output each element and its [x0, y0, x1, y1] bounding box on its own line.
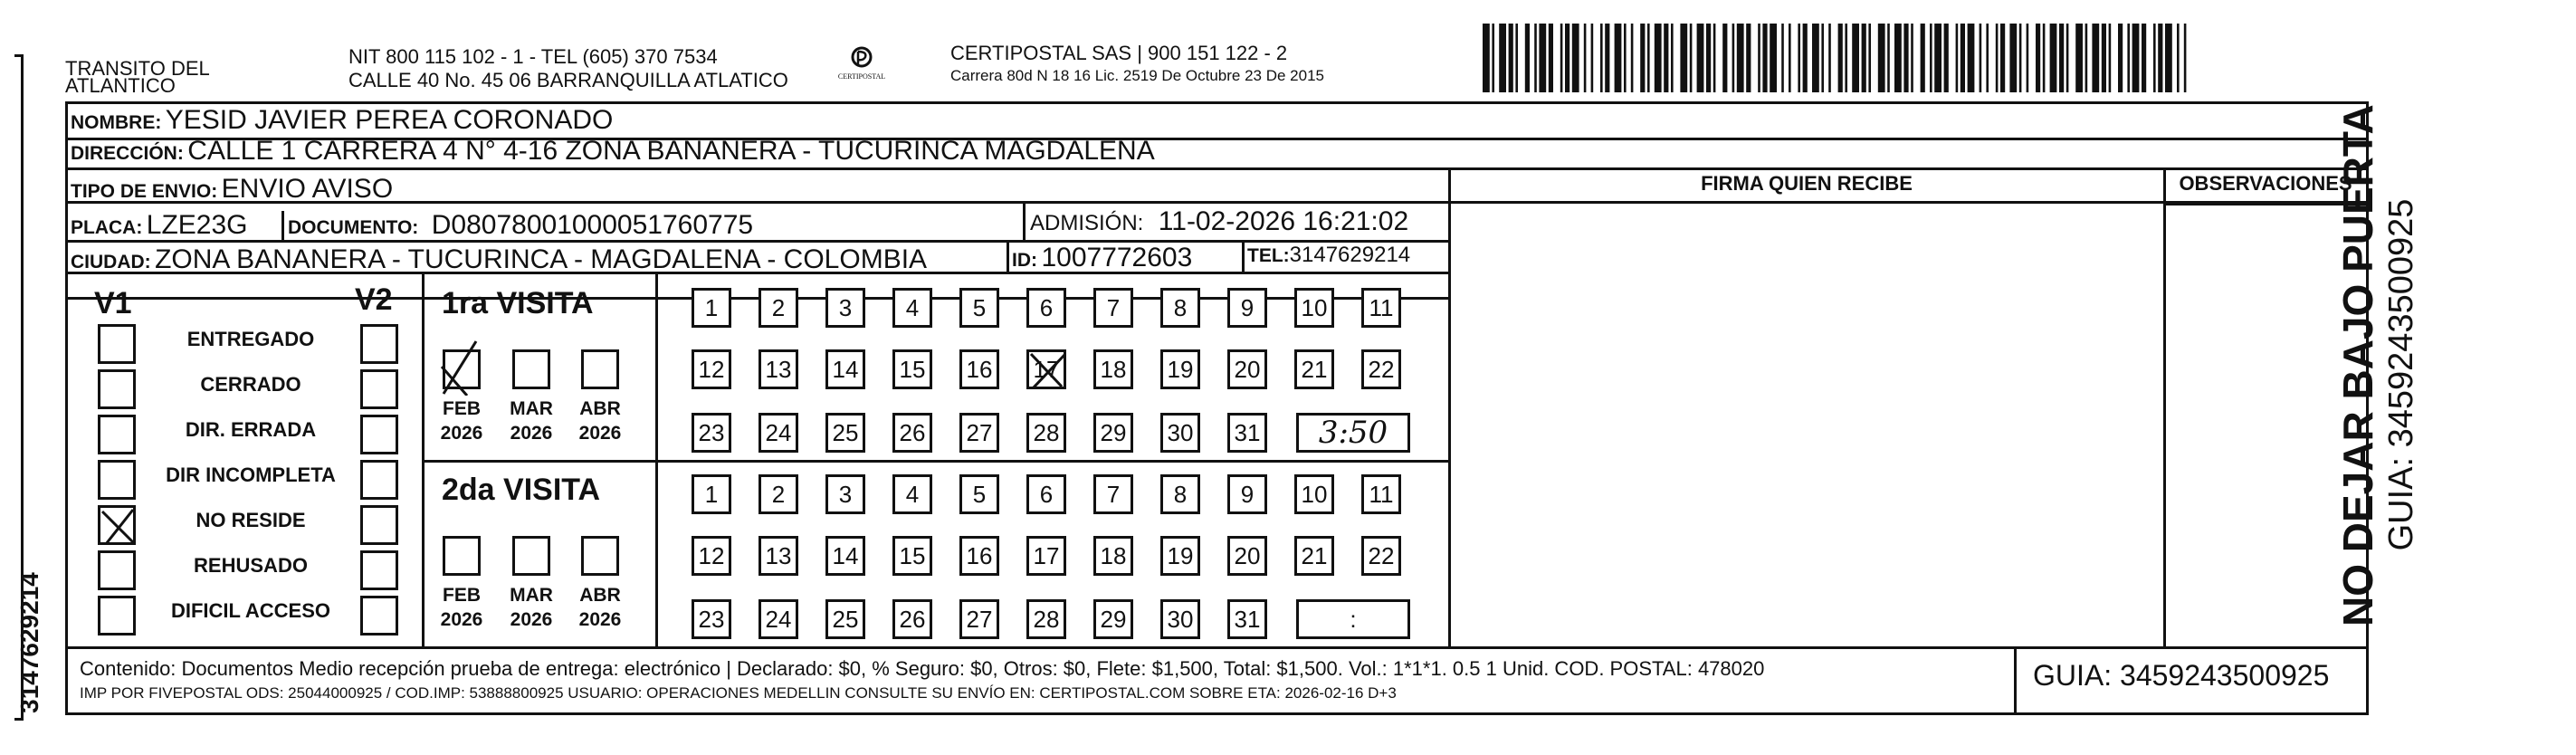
month-year: 2026 — [440, 609, 483, 630]
day-number: 6 — [1039, 480, 1054, 508]
day-number: 18 — [1100, 541, 1127, 569]
day-box[interactable] — [692, 474, 731, 514]
placa-row — [71, 210, 248, 241]
row-divider-tipo — [65, 201, 2369, 204]
status-option-label: DIR INCOMPLETA — [166, 464, 336, 486]
footer-contenido: Contenido: Documentos Medio recepción prueba de entrega: electrónico | Declarado: $0, % Seguro: $0, Otros: $0, Flete: $1,500, Total: $1,500. Vol.: 1*1*1. 0.5 1 Unid. COD. POSTAL: 478020 — [80, 657, 1765, 680]
day-box[interactable] — [1361, 288, 1401, 328]
day-box[interactable] — [1026, 288, 1066, 328]
day-number: 15 — [899, 355, 926, 383]
day-number: 8 — [1173, 480, 1188, 508]
footer-guia: GUIA: 3459243500925 — [2033, 659, 2330, 692]
day-number: 24 — [765, 605, 792, 633]
month-year: 2026 — [440, 423, 483, 444]
day-number: 31 — [1234, 605, 1261, 633]
month-name: FEB — [443, 585, 481, 606]
tel-label: TEL: — [1247, 245, 1290, 266]
month-checkbox[interactable] — [512, 349, 550, 389]
day-number: 26 — [899, 418, 926, 446]
day-number: 5 — [972, 293, 987, 321]
v1-checkbox[interactable] — [98, 324, 136, 364]
day-box[interactable] — [959, 413, 999, 453]
day-number: 21 — [1301, 541, 1328, 569]
month-label — [573, 397, 627, 445]
day-box[interactable] — [1227, 413, 1267, 453]
right-guia: GUIA: 3459243500925 — [2382, 198, 2420, 551]
month-year: 2026 — [510, 423, 553, 444]
month-year: 2026 — [510, 609, 553, 630]
day-number: 9 — [1240, 480, 1255, 508]
day-number: 19 — [1167, 541, 1194, 569]
day-number: 4 — [905, 480, 920, 508]
day-number: 24 — [765, 418, 792, 446]
direccion-value: CALLE 1 CARRERA 4 N° 4-16 ZONA BANANERA - TUCURINCA MAGDALENA — [187, 136, 1155, 166]
day-number: 25 — [832, 418, 859, 446]
tel-row — [1247, 243, 1410, 268]
day-box[interactable] — [1361, 474, 1401, 514]
day-box[interactable] — [692, 536, 731, 576]
day-box[interactable] — [1160, 413, 1200, 453]
sender-name-line2: ATLANTICO — [65, 74, 176, 97]
admision-label: ADMISIÓN: — [1030, 211, 1144, 235]
day-number: 16 — [966, 355, 993, 383]
col-divider-guia — [2014, 646, 2017, 715]
month-checkbox[interactable] — [443, 349, 481, 389]
col-divider-admision — [1023, 201, 1026, 241]
id-label: ID: — [1012, 250, 1037, 271]
day-box[interactable] — [758, 413, 798, 453]
status-option-label: CERRADO — [200, 373, 301, 396]
day-number: 12 — [698, 541, 725, 569]
day-box[interactable] — [959, 536, 999, 576]
day-box[interactable] — [1026, 599, 1066, 639]
day-box[interactable] — [1093, 349, 1133, 389]
month-checkbox[interactable] — [443, 536, 481, 576]
day-box[interactable] — [1227, 474, 1267, 514]
sender-address: CALLE 40 No. 45 06 BARRANQUILLA ATLATICO — [348, 69, 788, 91]
documento-value: D08078001000051760775 — [431, 210, 754, 240]
day-box[interactable] — [892, 413, 932, 453]
day-box[interactable] — [892, 349, 932, 389]
day-box[interactable] — [1294, 536, 1334, 576]
day-box[interactable] — [1093, 288, 1133, 328]
day-box[interactable] — [758, 536, 798, 576]
time-value: 3:50 — [1318, 415, 1388, 451]
v2-checkbox[interactable] — [360, 505, 398, 545]
v1-header: V1 — [94, 286, 132, 320]
day-number: 9 — [1240, 293, 1255, 321]
right-warning: NO DEJAR BAJO PUERTA — [2334, 104, 2381, 626]
day-number: 11 — [1369, 293, 1394, 321]
v2-checkbox[interactable] — [360, 324, 398, 364]
day-box[interactable] — [1227, 536, 1267, 576]
month-label — [573, 583, 627, 632]
ciudad-label: CIUDAD: — [71, 252, 151, 272]
day-number: 27 — [966, 418, 993, 446]
v1-checkbox[interactable] — [98, 369, 136, 409]
day-number: 21 — [1301, 355, 1328, 383]
v1-checkbox[interactable] — [98, 596, 136, 636]
nombre-row — [71, 105, 613, 136]
month-name: FEB — [443, 398, 481, 419]
row-divider-visit-split — [425, 460, 1450, 463]
month-year: 2026 — [578, 609, 622, 630]
day-number: 23 — [698, 418, 725, 446]
day-box[interactable] — [959, 474, 999, 514]
row-divider-footer — [65, 646, 2369, 649]
day-number: 28 — [1033, 418, 1060, 446]
day-number: 18 — [1100, 355, 1127, 383]
day-box[interactable] — [692, 599, 731, 639]
day-check-mark-icon — [1026, 349, 1069, 392]
nombre-label: NOMBRE: — [71, 112, 162, 133]
day-number: 8 — [1173, 293, 1188, 321]
tel-value: 3147629214 — [1289, 243, 1411, 267]
day-box[interactable] — [758, 288, 798, 328]
day-box[interactable] — [1093, 413, 1133, 453]
day-box[interactable] — [1026, 413, 1066, 453]
day-number: 20 — [1234, 541, 1261, 569]
day-number: 7 — [1106, 293, 1121, 321]
v1-checkbox[interactable] — [98, 460, 136, 500]
day-box[interactable] — [892, 474, 932, 514]
day-number: 26 — [899, 605, 926, 633]
day-number: 11 — [1369, 480, 1394, 508]
carrier-company: CERTIPOSTAL SAS | 900 151 122 - 2 — [950, 42, 1288, 64]
day-number: 17 — [1033, 355, 1060, 383]
day-box[interactable] — [959, 599, 999, 639]
day-box[interactable] — [692, 288, 731, 328]
day-number: 20 — [1234, 355, 1261, 383]
month-label — [504, 583, 558, 632]
tipo-row — [71, 174, 393, 205]
day-box[interactable] — [1227, 599, 1267, 639]
day-box[interactable] — [758, 349, 798, 389]
day-box[interactable] — [1160, 349, 1200, 389]
day-number: 12 — [698, 355, 725, 383]
day-number: 17 — [1033, 541, 1060, 569]
day-number: 29 — [1100, 605, 1127, 633]
visit2-title: 2da VISITA — [442, 473, 601, 507]
day-number: 15 — [899, 541, 926, 569]
day-box[interactable] — [825, 599, 865, 639]
nombre-value: YESID JAVIER PEREA CORONADO — [165, 105, 614, 135]
direccion-row — [71, 136, 1155, 167]
observaciones-header: OBSERVACIONES — [2179, 172, 2352, 195]
barcode — [1483, 24, 2187, 92]
day-number: 30 — [1167, 418, 1194, 446]
month-year: 2026 — [578, 423, 622, 444]
day-box[interactable] — [892, 536, 932, 576]
col-divider-months — [655, 272, 658, 646]
day-box[interactable] — [825, 536, 865, 576]
col-divider-status — [422, 272, 425, 646]
day-box[interactable] — [1160, 599, 1200, 639]
month-name: MAR — [510, 398, 553, 419]
status-option-label: NO RESIDE — [196, 509, 306, 531]
day-box[interactable] — [758, 599, 798, 639]
day-number: 14 — [832, 541, 859, 569]
status-option-label: DIR. ERRADA — [185, 418, 317, 441]
day-box[interactable] — [1361, 349, 1401, 389]
day-box[interactable] — [825, 474, 865, 514]
day-number: 13 — [765, 541, 792, 569]
month-checkbox[interactable] — [581, 536, 619, 576]
id-row — [1012, 243, 1192, 273]
certipostal-logo-text: CERTIPOSTAL — [837, 72, 886, 81]
day-number: 22 — [1368, 541, 1395, 569]
placa-value: LZE23G — [146, 210, 248, 240]
placa-label: PLACA: — [71, 217, 143, 238]
day-box[interactable] — [1093, 536, 1133, 576]
admision-value: 11-02-2026 16:21:02 — [1158, 206, 1409, 236]
day-box[interactable] — [1026, 349, 1066, 389]
day-number: 28 — [1033, 605, 1060, 633]
day-box[interactable] — [1026, 536, 1066, 576]
day-box[interactable] — [1294, 349, 1334, 389]
day-number: 31 — [1234, 418, 1261, 446]
day-number: 25 — [832, 605, 859, 633]
tipo-value: ENVIO AVISO — [221, 174, 394, 204]
day-number: 3 — [838, 293, 853, 321]
row-divider-direccion — [65, 167, 2369, 170]
carrier-license: Carrera 80d N 18 16 Lic. 2519 De Octubre 23 De 2015 — [950, 67, 1324, 84]
day-box[interactable] — [1294, 288, 1334, 328]
month-name: MAR — [510, 585, 553, 606]
day-box[interactable] — [825, 413, 865, 453]
day-number: 5 — [972, 480, 987, 508]
day-number: 2 — [771, 480, 786, 508]
day-box[interactable] — [825, 288, 865, 328]
time-box[interactable] — [1296, 413, 1410, 453]
status-option-label: DIFICIL ACCESO — [170, 599, 330, 622]
day-number: 4 — [905, 293, 920, 321]
day-box[interactable] — [959, 349, 999, 389]
day-number: 1 — [704, 293, 719, 321]
day-box[interactable] — [1294, 474, 1334, 514]
certipostal-logo-icon — [836, 42, 887, 91]
col-divider-firma — [1448, 167, 1451, 647]
month-name: ABR — [579, 585, 621, 606]
day-number: 10 — [1301, 480, 1328, 508]
col-divider-id — [1007, 240, 1009, 272]
day-number: 13 — [765, 355, 792, 383]
time-value: : — [1350, 605, 1357, 633]
v2-checkbox[interactable] — [360, 415, 398, 454]
day-number: 6 — [1039, 293, 1054, 321]
day-number: 10 — [1301, 293, 1328, 321]
footer-imp: IMP POR FIVEPOSTAL ODS: 25044000925 / COD.IMP: 53888800925 USUARIO: OPERACIONES MEDELLIN CONSULTE SU ENVÍO EN: CERTIPOSTAL.COM SOBRE ETA: 2026-02-16 D+3 — [80, 684, 1397, 702]
day-number: 19 — [1167, 355, 1194, 383]
day-box[interactable] — [692, 349, 731, 389]
day-number: 14 — [832, 355, 859, 383]
day-number: 3 — [838, 480, 853, 508]
day-number: 27 — [966, 605, 993, 633]
day-number: 2 — [771, 293, 786, 321]
tipo-label: TIPO DE ENVIO: — [71, 181, 218, 202]
day-box[interactable] — [1361, 536, 1401, 576]
id-value: 1007772603 — [1041, 243, 1193, 272]
col-divider-obs — [2163, 167, 2166, 647]
time-box[interactable] — [1296, 599, 1410, 639]
day-number: 22 — [1368, 355, 1395, 383]
day-box[interactable] — [825, 349, 865, 389]
sender-nit: NIT 800 115 102 - 1 - TEL (605) 370 7534 — [348, 45, 718, 68]
month-name: ABR — [579, 398, 621, 419]
v1-checkbox[interactable] — [98, 505, 136, 545]
v2-checkbox[interactable] — [360, 369, 398, 409]
day-box[interactable] — [1093, 599, 1133, 639]
v2-checkbox[interactable] — [360, 596, 398, 636]
direccion-label: DIRECCIÓN: — [71, 143, 184, 164]
visit1-title: 1ra VISITA — [442, 286, 594, 320]
day-box[interactable] — [892, 288, 932, 328]
day-number: 1 — [704, 480, 719, 508]
day-box[interactable] — [1160, 536, 1200, 576]
day-box[interactable] — [758, 474, 798, 514]
day-box[interactable] — [692, 413, 731, 453]
day-number: 7 — [1106, 480, 1121, 508]
left-strip-phone: 3147629214 — [15, 572, 43, 713]
day-box[interactable] — [1227, 349, 1267, 389]
day-number: 29 — [1100, 418, 1127, 446]
month-checkbox[interactable] — [581, 349, 619, 389]
day-box[interactable] — [1026, 474, 1066, 514]
month-label — [434, 583, 489, 632]
v1-checkbox[interactable] — [98, 550, 136, 590]
col-divider-tel — [1242, 240, 1245, 272]
v2-checkbox[interactable] — [360, 550, 398, 590]
ciudad-value: ZONA BANANERA - TUCURINCA - MAGDALENA - COLOMBIA — [155, 244, 928, 274]
documento-label: DOCUMENTO: — [288, 217, 419, 238]
check-mark-icon — [440, 339, 478, 396]
col-divider-placa — [281, 211, 284, 242]
day-box[interactable] — [959, 288, 999, 328]
ciudad-row — [71, 244, 927, 275]
status-option-label: REHUSADO — [194, 554, 308, 577]
month-label — [504, 397, 558, 445]
day-number: 30 — [1167, 605, 1194, 633]
v2-header: V2 — [355, 282, 393, 317]
v2-checkbox[interactable] — [360, 460, 398, 500]
v1-checkbox[interactable] — [98, 415, 136, 454]
documento-row — [288, 210, 753, 241]
admision-row — [1030, 206, 1408, 237]
sender-name-line1: TRANSITO DEL — [65, 57, 210, 80]
day-number: 16 — [966, 541, 993, 569]
certipostal-logo — [836, 42, 887, 91]
day-number: 23 — [698, 605, 725, 633]
day-box[interactable] — [1093, 474, 1133, 514]
status-option-label: ENTREGADO — [186, 328, 315, 350]
check-mark-icon — [100, 508, 138, 548]
month-label — [434, 397, 489, 445]
day-box[interactable] — [1227, 288, 1267, 328]
firma-header: FIRMA QUIEN RECIBE — [1701, 172, 1913, 195]
day-box[interactable] — [892, 599, 932, 639]
month-checkbox[interactable] — [512, 536, 550, 576]
day-box[interactable] — [1160, 474, 1200, 514]
day-box[interactable] — [1160, 288, 1200, 328]
